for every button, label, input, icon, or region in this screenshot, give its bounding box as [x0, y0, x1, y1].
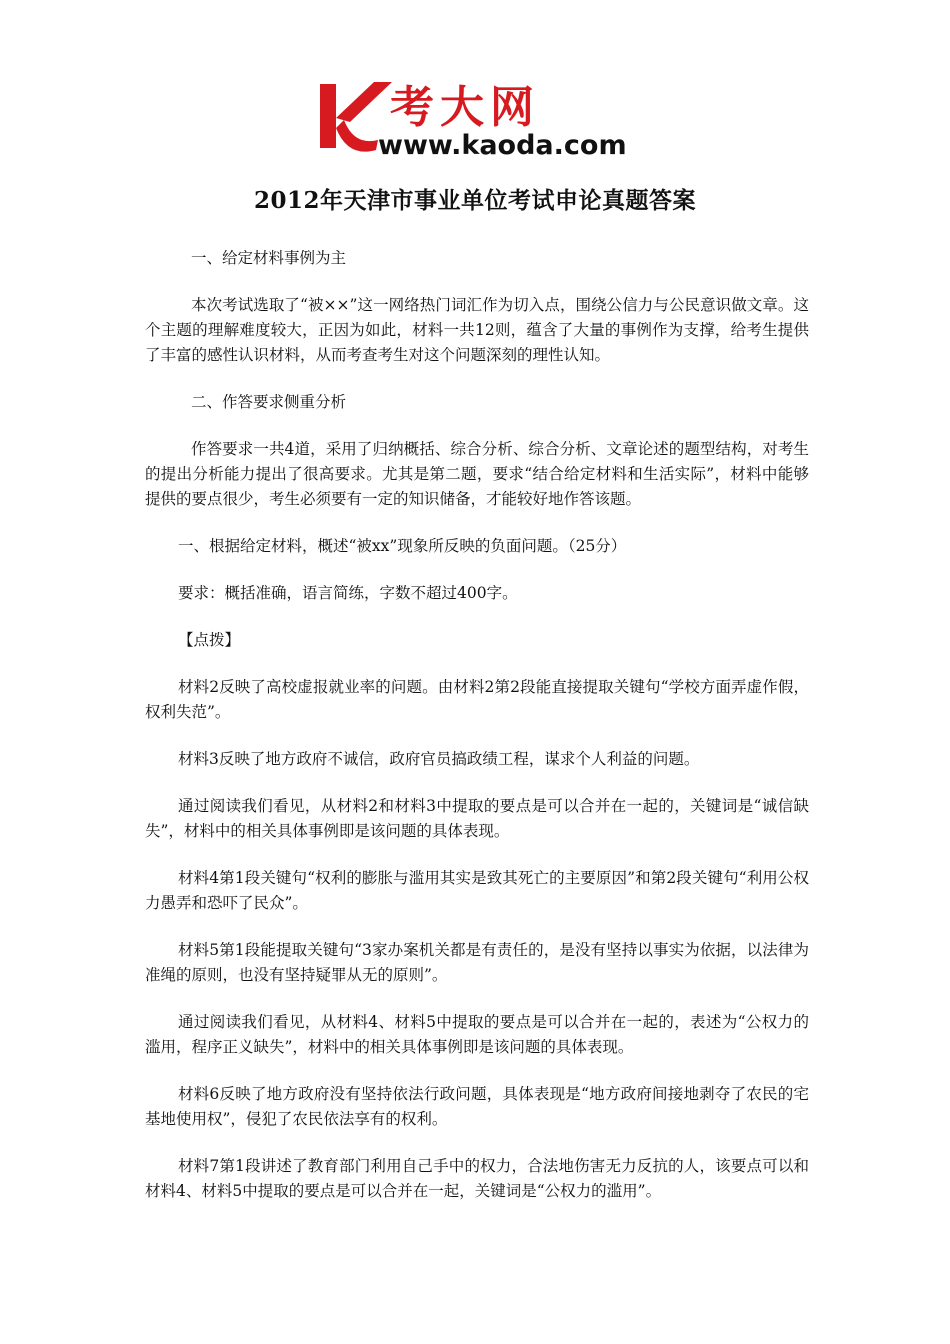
document-title: 2012年天津市事业单位考试申论真题答案: [253, 187, 696, 214]
section-heading-2: 二、作答要求侧重分析: [191, 393, 347, 411]
paragraph: 材料7第1段讲述了教育部门利用自己手中的权力，合法地伤害无力反抗的人，该要点可以和材料4、材料5中提取的要点是可以合并在一起，关键词是“公权力的滥用”。: [145, 1157, 809, 1200]
paragraph: 材料5第1段能提取关键句“3家办案机关都是有责任的，是没有坚持以事实为依据，以法律为准绳的原则，也没有坚持疑罪从无的原则”。: [145, 941, 809, 984]
paragraph: 通过阅读我们看见，从材料2和材料3中提取的要点是可以合并在一起的，关键词是“诚信缺失”，材料中的相关具体事例即是该问题的具体表现。: [145, 797, 809, 840]
paragraph: 材料4第1段关键句“权利的膨胀与滥用其实是致其死亡的主要原因”和第2段关键句“利用公权力愚弄和恐吓了民众”。: [145, 869, 809, 912]
logo-brand-text: 考大网: [390, 82, 540, 133]
kaoda-logo: [318, 76, 640, 158]
section-heading-1: 一、给定材料事例为主: [191, 249, 347, 267]
paragraph: 作答要求一共4道，采用了归纳概括、综合分析、综合分析、文章论述的题型结构，对考生的提出分析能力提出了很高要求。尤其是第二题，要求“结合给定材料和生活实际”，材料中能够提供的要点很少，考生必须要有一定的知识储备，才能较好地作答该题。: [145, 440, 809, 508]
requirement-text: 要求：概括准确，语言简练，字数不超过400字。: [178, 584, 518, 602]
logo-url-text: www.kaoda.com: [378, 130, 627, 158]
paragraph: 材料6反映了地方政府没有坚持依法行政问题，具体表现是“地方政府间接地剥夺了农民的宅基地使用权”，侵犯了农民依法享有的权利。: [145, 1085, 809, 1128]
paragraph: 通过阅读我们看见，从材料4、材料5中提取的要点是可以合并在一起的，表述为“公权力的滥用，程序正义缺失”，材料中的相关具体事例即是该问题的具体表现。: [145, 1013, 809, 1056]
document-body: [145, 246, 809, 1226]
question-heading: 一、根据给定材料，概述“被xx”现象所反映的负面问题。（25分）: [178, 537, 627, 555]
paragraph: 本次考试选取了“被××”这一网络热门词汇作为切入点，围绕公信力与公民意识做文章。这个主题的理解难度较大，正因为如此，材料一共12则，蕴含了大量的事例作为支撑，给考生提供了丰富的感性认识材料，从而考查考生对这个问题深刻的理性认知。: [145, 296, 809, 364]
paragraph: 材料2反映了高校虚报就业率的问题。由材料2第2段能直接提取关键句“学校方面弄虚作假，权利失范”。: [145, 678, 809, 721]
hint-heading: 【点拨】: [178, 631, 241, 649]
kaoda-logo-graphic: [318, 76, 640, 158]
paragraph: 材料3反映了地方政府不诚信，政府官员搞政绩工程，谋求个人利益的问题。: [178, 750, 700, 768]
